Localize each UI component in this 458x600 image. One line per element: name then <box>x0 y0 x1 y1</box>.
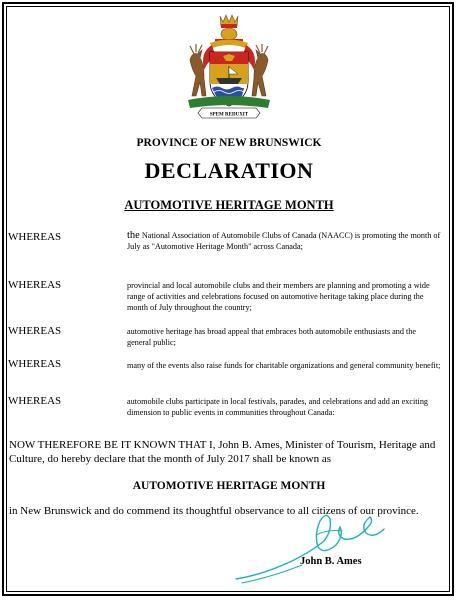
new-brunswick-coat-of-arms-icon <box>182 12 276 124</box>
whereas-label: WHEREAS <box>8 279 62 291</box>
closing-text: in New Brunswick and do commend its thoughtful observance to all citizens of our province. <box>9 505 419 517</box>
whereas-label: WHEREAS <box>8 358 62 370</box>
whereas-body: National Association of Automobile Clubs of Canada (NAACC) is promoting the month of July as "Automotive Heritage Month" across Canada; <box>127 231 441 251</box>
province-heading: PROVINCE OF NEW BRUNSWICK <box>136 137 322 149</box>
whereas-label: WHEREAS <box>8 325 62 337</box>
whereas-label: WHEREAS <box>8 231 62 243</box>
whereas-text: provincial and local automobile clubs and their members are planning and promoting a wide range of activities and celebrations focused on automotive heritage taking place during the month of July throughout the country; <box>127 281 430 312</box>
handwritten-signature-icon <box>232 505 392 585</box>
whereas-text: many of the events also raise funds for charitable organizations and general community benefit; <box>127 361 441 370</box>
whereas-label: WHEREAS <box>8 395 62 407</box>
proclamation-text: NOW THEREFORE BE IT KNOWN THAT I, John B. Ames, Minister of Tourism, Heritage and Culture, do hereby declare that the month of July 2017 shall be known as <box>9 439 436 465</box>
crest-motto: SPEM REDUXIT <box>209 112 249 118</box>
document-type-heading: DECLARATION <box>144 158 314 183</box>
proclaimed-title: AUTOMOTIVE HERITAGE MONTH <box>132 480 326 492</box>
whereas-first-word: the <box>127 230 140 241</box>
signer-name: John B. Ames <box>300 556 362 567</box>
whereas-text: automotive heritage has broad appeal that embraces both automobile enthusiasts and the general public; <box>127 327 416 347</box>
whereas-text: automobile clubs participate in local festivals, parades, and celebrations and add an exciting dimension to public events in communities throughout Canada: <box>127 397 429 417</box>
whereas-text <box>127 230 442 252</box>
declaration-title: AUTOMOTIVE HERITAGE MONTH <box>124 198 334 212</box>
